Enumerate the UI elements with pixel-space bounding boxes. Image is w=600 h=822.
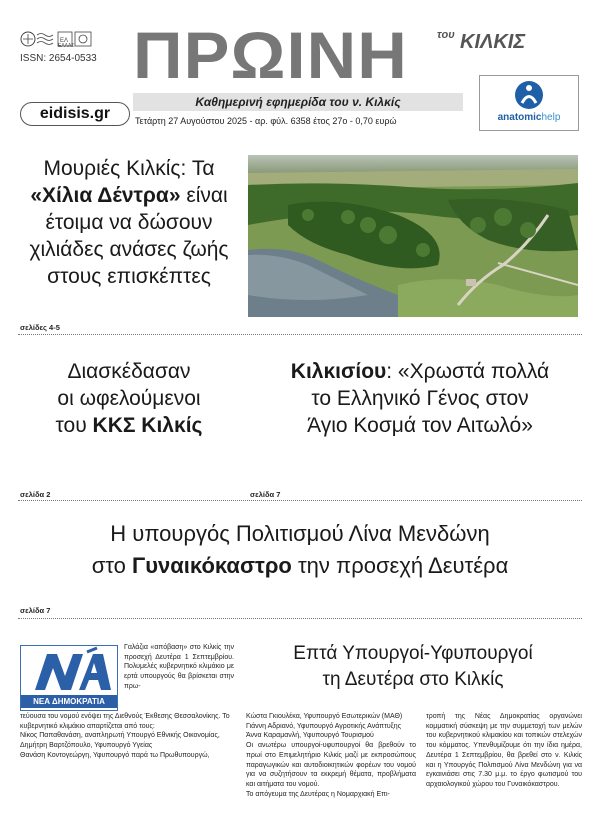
nd-logo-icon xyxy=(21,646,117,696)
headline-line: Μουριές Κιλκίς: Τα xyxy=(43,157,215,180)
headline-line: στους επισκέπτες xyxy=(47,265,211,288)
headline-line: Διασκέδασαν xyxy=(67,360,191,383)
headline-line: χιλιάδες ανάσες ζωής xyxy=(29,238,229,261)
article-paragraph: Το απόγευμα της Δευτέρας η Νομαρχιακή Επι- xyxy=(246,790,390,798)
headline-bold: Κιλκισίου xyxy=(290,360,387,383)
page-ref-7b[interactable]: σελίδα 7 xyxy=(20,606,51,615)
aerial-forest-photo xyxy=(248,155,578,317)
headline-line: τη Δευτέρα στο Κιλκίς xyxy=(322,669,504,690)
tagline: Καθημερινή εφημερίδα του ν. Κιλκίς xyxy=(133,93,463,111)
article-paragraph: Κώστα Γκιουλέκα, Υφυπουργό Εσωτερικών (ΜΑΘ) xyxy=(246,713,403,720)
article-paragraph: Νίκος Παπαθανάση, αναπληρωτή Υπουργό Εθνικής Οικονομίας, xyxy=(20,732,220,740)
postage-stamp-icons xyxy=(20,30,92,48)
headline-line: Η υπουργός Πολιτισμού Λίνα Μενδώνη xyxy=(110,521,490,546)
headline-line: οι ωφελούμενοι xyxy=(57,387,201,410)
headline-line: Επτά Υπουργοί-Υφυπουργοί xyxy=(293,643,533,664)
stamp-label: ΕΛΛΑΣ xyxy=(58,43,75,49)
headline-line: Άγιο Κοσμά τον Αιτωλό» xyxy=(307,414,533,437)
article-text-column-1 xyxy=(20,712,234,761)
ad-brand-suffix: help xyxy=(541,112,561,123)
headline-bold: ΚΚΣ Κιλκίς xyxy=(92,414,203,437)
headline-kilkisiou[interactable] xyxy=(255,358,585,439)
masthead-tou: του xyxy=(437,29,455,41)
page-ref-7[interactable]: σελίδα 7 xyxy=(250,490,281,499)
article-paragraph: τεύουσα του νομού ενόψει της Διεθνούς Έκθεσης Θεσσαλονίκης. Το κυβερνητικό κλιμάκιο απαρτίζεται από τους: xyxy=(20,713,230,730)
svg-text:ΕΛ: ΕΛ xyxy=(60,38,69,44)
article-paragraph: Θανάση Κοντογεώργη, Υφυπουργό παρά τω Πρωθυπουργώ, xyxy=(20,751,210,759)
headline-line: του xyxy=(55,414,93,437)
article-paragraph: Άννα Καραμανλή, Υφυπουργό Τουρισμού xyxy=(246,732,374,740)
site-link[interactable]: eidisis.gr xyxy=(20,102,130,126)
divider xyxy=(18,618,582,619)
article-text-column-3: τροπή της Νέας Δημοκρατίας οργανώνει κομματική σύσκεψη με την συμμετοχή των μελών του κυβερνητικού κλιμακίου και τοπικών στελεχών του κόμματος. Υπενθυμίζουμε ότι την ίδια ημέρα, Δευτέρα 1 Σεπτεμβρίου, θα βρεθεί στο ν. Κιλκίς και η Υπουργός Πολιτισμού Λίνα Μενδώνη για να εγκαινιάσει στις 7.30 μ.μ. το έργο φωτισμού του αρχαιολογικού χώρου του Γυναικόκαστρου. xyxy=(426,713,582,788)
article-paragraph: Δημήτρη Βαρτζόπουλο, Υφυπουργό Υγείας xyxy=(20,742,153,750)
headline-line: την προσεχή Δευτέρα xyxy=(291,553,509,578)
divider xyxy=(18,500,582,501)
headline-line: : «Χρωστά πολλά xyxy=(386,360,550,383)
headline-mouries[interactable] xyxy=(18,155,240,290)
headline-bold: Γυναικόκαστρο xyxy=(132,553,292,578)
headline-ypourgoi[interactable] xyxy=(248,641,578,693)
headline-line: στο xyxy=(91,553,133,578)
nea-dimokratia-logo xyxy=(20,645,118,711)
headline-bold: «Χίλια Δέντρα» xyxy=(30,184,181,207)
page-ref-2[interactable]: σελίδα 2 xyxy=(20,490,51,499)
page-ref-4-5[interactable]: σελίδες 4-5 xyxy=(20,323,60,332)
masthead-title: ΠΡΩΙΝΗ xyxy=(133,18,408,92)
issn: ISSN: 2654-0533 xyxy=(20,53,97,64)
ad-brand: anatomic xyxy=(497,112,542,123)
anatomic-logo-icon xyxy=(514,80,544,110)
headline-line: το Ελληνικό Γένος στον xyxy=(311,387,529,410)
nd-logo-text: ΝΕΑ ΔΗΜΟΚΡΑΤΙΑ xyxy=(21,695,117,708)
article-text-column-2 xyxy=(246,712,416,799)
headline-mendoni[interactable] xyxy=(18,518,582,582)
article-paragraph: Γιάννη Αδριανό, Υφυπουργό Αγροτικής Ανάπτυξης xyxy=(246,722,402,730)
dateline: Τετάρτη 27 Αυγούστου 2025 - αρ. φύλ. 6358 έτος 27ο - 0,70 ευρώ xyxy=(135,116,397,126)
anatomichelp-ad[interactable] xyxy=(479,75,579,131)
headline-kks[interactable] xyxy=(18,358,240,439)
divider xyxy=(18,334,582,335)
masthead-place: ΚΙΛΚΙΣ xyxy=(460,31,526,53)
headline-line: είναι xyxy=(180,184,228,207)
headline-line: έτοιμα να δώσουν xyxy=(45,211,213,234)
article-paragraph: Οι ανωτέρω υπουργοί-υφυπουργοί θα βρεθούν το πρωί στο Επιμελητήριο Κιλκίς μαζί με εκπροσώπους παραγωγικών και αυτοδιοικητικών φορέων του νομού για να συζητήσουν τα εκκρεμή θέματα, προβλήματα και αιτήματα του νομού. xyxy=(246,742,416,788)
article-text: Γαλάζια «απόβαση» στο Κιλκίς την προσεχή Δευτέρα 1 Σεπτεμβρίου. Πολυμελές κυβερνητικό κλιμάκιο με ερτά υπουργούς θα βρίσκεται στην πρω- xyxy=(124,644,234,690)
